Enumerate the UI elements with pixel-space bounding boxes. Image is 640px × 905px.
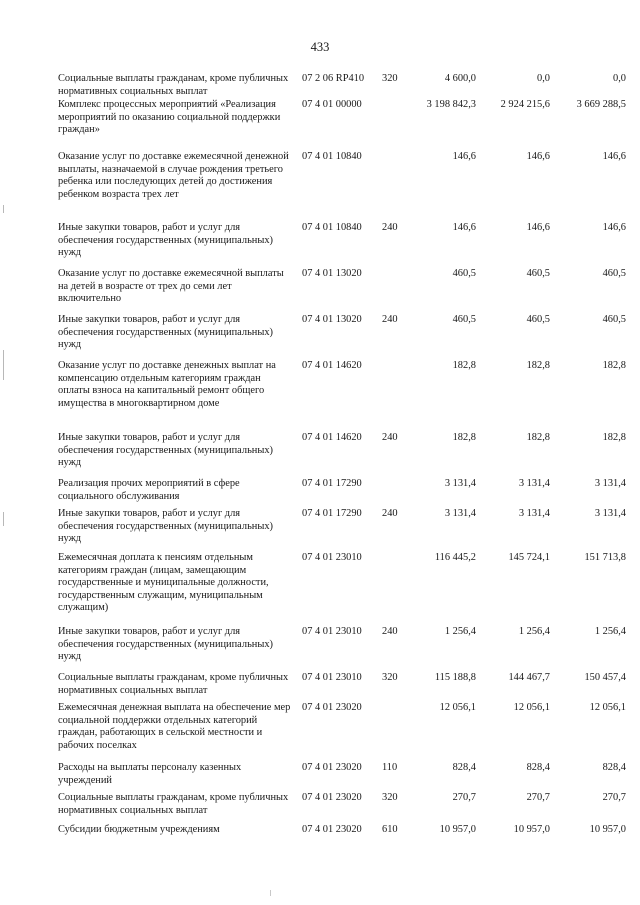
amount-year-1: 4 600,0 [444, 73, 476, 84]
amount-year-2: 460,5 [526, 268, 550, 279]
target-article-code: 07 4 01 13020 [302, 268, 362, 279]
amount-year-2: 1 256,4 [518, 626, 550, 637]
row-name: Иные закупки товаров, работ и услуг для обеспечения государственных (муниципальных) нужд [58, 508, 274, 545]
amount-year-1: 146,6 [452, 222, 476, 233]
amount-year-1: 116 445,2 [434, 552, 476, 563]
amount-year-3: 460,5 [602, 268, 626, 279]
row-name: Субсидии бюджетным учреждениям [58, 824, 220, 835]
amount-year-3: 3 669 288,5 [576, 99, 626, 110]
amount-year-1: 10 957,0 [439, 824, 476, 835]
row-name: Иные закупки товаров, работ и услуг для обеспечения государственных (муниципальных) нужд [58, 432, 274, 469]
expense-type-code: 240 [382, 314, 398, 325]
amount-year-1: 3 131,4 [444, 478, 476, 489]
margin-scan-mark [3, 350, 4, 380]
amount-year-1: 12 056,1 [439, 702, 476, 713]
amount-year-2: 146,6 [526, 151, 550, 162]
amount-year-3: 146,6 [602, 151, 626, 162]
target-article-code: 07 4 01 23010 [302, 672, 362, 683]
amount-year-1: 115 188,8 [434, 672, 476, 683]
expense-type-code: 320 [382, 73, 398, 84]
amount-year-1: 146,6 [452, 151, 476, 162]
target-article-code: 07 4 01 13020 [302, 314, 362, 325]
row-name: Ежемесячная доплата к пенсиям отдельным категориям граждан (лицам, замещающим государственные и муниципальные должности, государственным служащим, муниципальным служащим) [58, 552, 269, 614]
expense-type-code: 240 [382, 222, 398, 233]
target-article-code: 07 4 01 17290 [302, 508, 362, 519]
target-article-code: 07 4 01 23010 [302, 626, 362, 637]
row-name: Оказание услуг по доставке денежных выплат на компенсацию отдельным категориям граждан оплаты взноса на капитальный ремонт общего имущества в многоквартирном доме [58, 360, 276, 409]
amount-year-3: 12 056,1 [589, 702, 626, 713]
amount-year-3: 3 131,4 [594, 478, 626, 489]
amount-year-2: 145 724,1 [508, 552, 550, 563]
row-name: Иные закупки товаров, работ и услуг для обеспечения государственных (муниципальных) нужд [58, 626, 274, 663]
expense-type-code: 320 [382, 792, 398, 803]
amount-year-3: 146,6 [602, 222, 626, 233]
amount-year-2: 270,7 [526, 792, 550, 803]
margin-scan-mark [3, 512, 4, 526]
target-article-code: 07 4 01 00000 [302, 99, 362, 110]
amount-year-3: 10 957,0 [589, 824, 626, 835]
row-name: Оказание услуг по доставке ежемесячной денежной выплаты, назначаемой в случае рождения третьего ребенка или последующих детей до достижения ребенком возраста трех лет [58, 151, 289, 200]
amount-year-3: 1 256,4 [594, 626, 626, 637]
target-article-code: 07 4 01 17290 [302, 478, 362, 489]
amount-year-2: 182,8 [526, 432, 550, 443]
amount-year-3: 151 713,8 [584, 552, 626, 563]
amount-year-1: 460,5 [452, 268, 476, 279]
amount-year-3: 3 131,4 [594, 508, 626, 519]
amount-year-2: 460,5 [526, 314, 550, 325]
row-name: Комплекс процессных мероприятий «Реализация мероприятий по оказанию социальной поддержки граждан» [58, 99, 281, 136]
amount-year-2: 3 131,4 [518, 508, 550, 519]
amount-year-1: 182,8 [452, 432, 476, 443]
target-article-code: 07 4 01 10840 [302, 151, 362, 162]
amount-year-2: 10 957,0 [513, 824, 550, 835]
expense-type-code: 240 [382, 508, 398, 519]
expense-type-code: 240 [382, 432, 398, 443]
amount-year-2: 146,6 [526, 222, 550, 233]
amount-year-3: 828,4 [602, 762, 626, 773]
expense-type-code: 610 [382, 824, 398, 835]
target-article-code: 07 4 01 23020 [302, 792, 362, 803]
bottom-scan-mark [270, 890, 271, 896]
row-name: Иные закупки товаров, работ и услуг для обеспечения государственных (муниципальных) нужд [58, 222, 274, 259]
target-article-code: 07 4 01 23010 [302, 552, 362, 563]
amount-year-2: 2 924 215,6 [500, 99, 550, 110]
amount-year-2: 12 056,1 [513, 702, 550, 713]
amount-year-2: 828,4 [526, 762, 550, 773]
amount-year-2: 182,8 [526, 360, 550, 371]
expense-type-code: 320 [382, 672, 398, 683]
row-name: Оказание услуг по доставке ежемесячной выплаты на детей в возрасте от трех до семи лет включительно [58, 268, 284, 305]
page-number: 433 [310, 40, 330, 54]
row-name: Социальные выплаты гражданам, кроме публичных нормативных социальных выплат [58, 792, 289, 816]
target-article-code: 07 4 01 10840 [302, 222, 362, 233]
amount-year-3: 182,8 [602, 432, 626, 443]
expense-type-code: 240 [382, 626, 398, 637]
amount-year-2: 144 467,7 [508, 672, 550, 683]
row-name: Ежемесячная денежная выплата на обеспечение мер социальной поддержки отдельных категорий граждан, работающих в сельской местности и рабочих поселках [58, 702, 291, 751]
target-article-code: 07 2 06 RP410 [302, 73, 365, 84]
amount-year-3: 150 457,4 [584, 672, 626, 683]
amount-year-3: 460,5 [602, 314, 626, 325]
amount-year-1: 3 131,4 [444, 508, 476, 519]
amount-year-2: 3 131,4 [518, 478, 550, 489]
target-article-code: 07 4 01 14620 [302, 432, 362, 443]
amount-year-1: 3 198 842,3 [426, 99, 476, 110]
target-article-code: 07 4 01 23020 [302, 824, 362, 835]
target-article-code: 07 4 01 14620 [302, 360, 362, 371]
row-name: Расходы на выплаты персоналу казенных учреждений [58, 762, 242, 786]
amount-year-3: 0,0 [613, 73, 626, 84]
expense-type-code: 110 [382, 762, 398, 773]
amount-year-1: 460,5 [452, 314, 476, 325]
margin-scan-mark [3, 205, 4, 213]
target-article-code: 07 4 01 23020 [302, 702, 362, 713]
amount-year-3: 270,7 [602, 792, 626, 803]
row-name: Иные закупки товаров, работ и услуг для обеспечения государственных (муниципальных) нужд [58, 314, 274, 351]
row-name: Реализация прочих мероприятий в сфере социального обслуживания [58, 478, 240, 502]
amount-year-1: 828,4 [452, 762, 476, 773]
target-article-code: 07 4 01 23020 [302, 762, 362, 773]
amount-year-1: 1 256,4 [444, 626, 476, 637]
amount-year-1: 182,8 [452, 360, 476, 371]
row-name: Социальные выплаты гражданам, кроме публичных нормативных социальных выплат [58, 73, 289, 97]
amount-year-2: 0,0 [537, 73, 550, 84]
amount-year-1: 270,7 [452, 792, 476, 803]
row-name: Социальные выплаты гражданам, кроме публичных нормативных социальных выплат [58, 672, 289, 696]
amount-year-3: 182,8 [602, 360, 626, 371]
